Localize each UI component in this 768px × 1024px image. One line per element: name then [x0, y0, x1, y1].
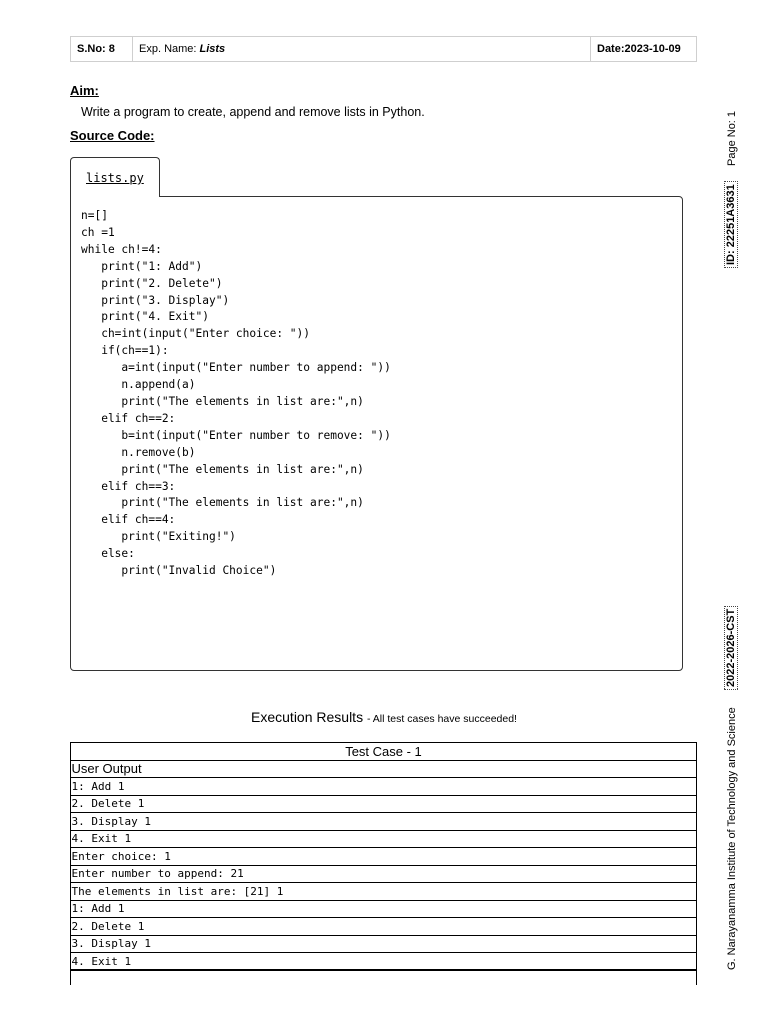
output-line: Enter number to append: 21 — [71, 865, 697, 883]
header-bar — [70, 36, 697, 62]
output-line: 4. Exit 1 — [71, 953, 697, 971]
output-line: The elements in list are: [21] 1 — [71, 883, 697, 901]
page-number: Page No: 1 — [726, 110, 738, 166]
output-row — [71, 935, 697, 953]
output-line: 1: Add 1 — [71, 778, 697, 796]
output-row — [71, 830, 697, 848]
output-line: 2. Delete 1 — [71, 918, 697, 936]
institute-name: G. Narayanamma Institute of Technology and Science — [726, 707, 738, 970]
output-row — [71, 883, 697, 901]
experiment-prefix: Exp. Name: — [139, 43, 197, 55]
student-id: ID: 22251A3631 — [724, 181, 738, 268]
output-row — [71, 848, 697, 866]
code-panel — [70, 196, 683, 671]
output-row — [71, 813, 697, 831]
test-case-table — [70, 742, 697, 971]
test-case-title: Test Case - 1 — [71, 743, 697, 761]
file-tab[interactable] — [70, 157, 160, 197]
aim-heading: Aim: — [70, 83, 99, 98]
output-line: 4. Exit 1 — [71, 830, 697, 848]
execution-results-heading — [0, 709, 768, 725]
output-row — [71, 900, 697, 918]
output-line: 3. Display 1 — [71, 935, 697, 953]
aim-text: Write a program to create, append and remove lists in Python. — [81, 105, 425, 119]
output-row — [71, 795, 697, 813]
output-row — [71, 865, 697, 883]
output-row — [71, 918, 697, 936]
batch-label: 2022-2026-CST — [724, 606, 738, 690]
source-code: n=[] ch =1 while ch!=4: print("1: Add") print("2. Delete") print("3. Display") print("4. Exit") ch=int(input("Enter choice: ")) if(ch==1): a=int(input("Enter number to append: ")) n.append(a) print("The elements in list are:",n) elif ch==2: b=int(input("Enter number to remove: ")) n.remove(b) print("The elements in list are:",n) elif ch==3: print("The elements in list are:",n) elif ch==4: print("Exiting!") else: print("Invalid Choice") — [81, 209, 391, 578]
output-row — [71, 953, 697, 971]
execution-title: Execution Results — [251, 709, 364, 725]
file-tab-label: lists.py — [86, 171, 144, 185]
output-row — [71, 778, 697, 796]
user-output-label: User Output — [71, 760, 697, 778]
experiment-title: Lists — [199, 43, 226, 55]
serial-number: S.No: 8 — [71, 37, 133, 61]
output-line: 1: Add 1 — [71, 900, 697, 918]
output-line: Enter choice: 1 — [71, 848, 697, 866]
source-code-heading: Source Code: — [70, 128, 155, 143]
execution-status: - All test cases have succeeded! — [366, 713, 517, 725]
experiment-name — [133, 37, 591, 61]
output-line: 2. Delete 1 — [71, 795, 697, 813]
experiment-date: Date:2023-10-09 — [597, 43, 681, 55]
output-line: 3. Display 1 — [71, 813, 697, 831]
